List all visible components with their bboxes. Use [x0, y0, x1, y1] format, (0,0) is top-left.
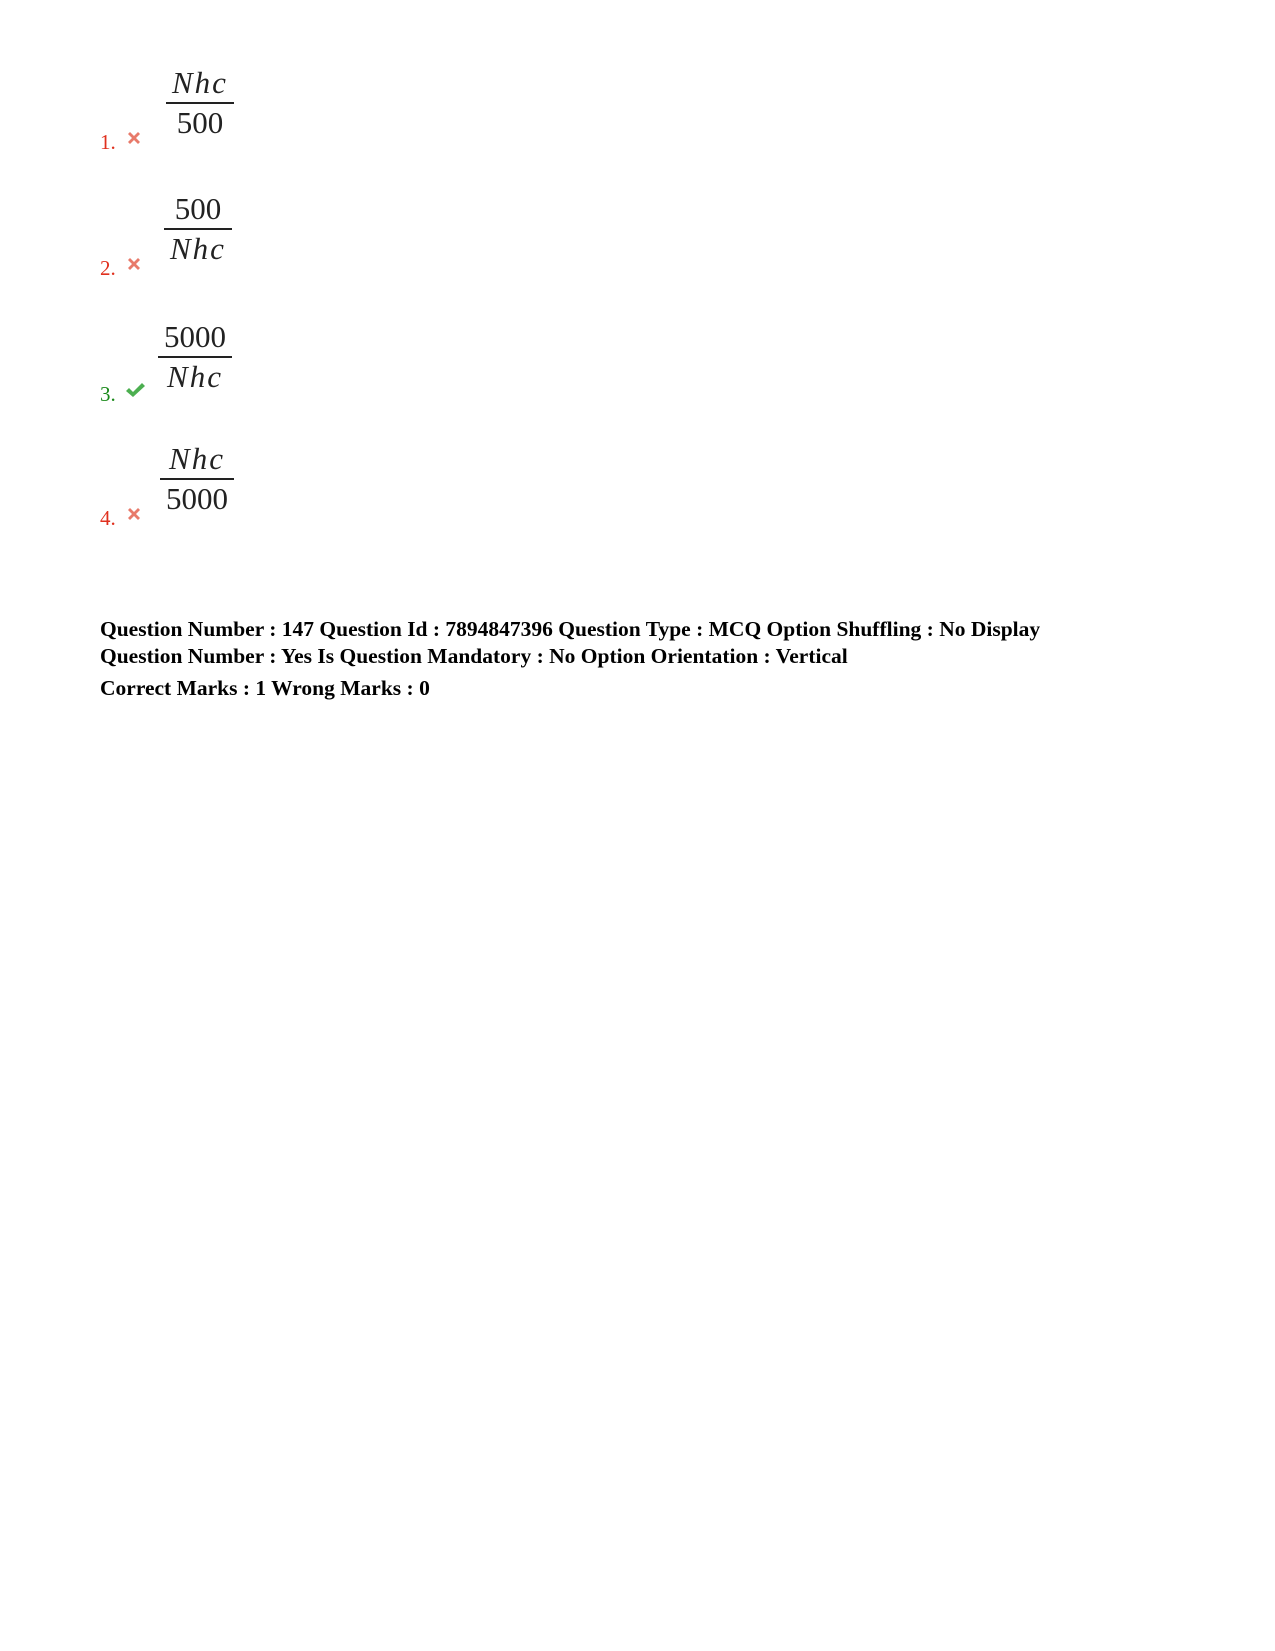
metadata-line-2: Question Number : Yes Is Question Mandatory : No Option Orientation : Vertical [100, 644, 848, 668]
metadata-line-1: Question Number : 147 Question Id : 7894847396 Question Type : MCQ Option Shuffling : No Display [100, 617, 1041, 641]
option-2 [100, 190, 400, 290]
fraction-denominator: 500 [176, 105, 224, 140]
option-4 [100, 440, 400, 540]
fraction-numerator: 5000 [164, 319, 226, 354]
cross-icon [124, 254, 144, 274]
fraction-numerator: Nhc [169, 441, 225, 476]
option-fraction [160, 440, 234, 518]
option-3 [100, 318, 400, 418]
option-1 [100, 62, 400, 162]
checkmark-icon [124, 380, 146, 400]
fraction-numerator: Nhc [172, 65, 228, 100]
option-fraction [158, 318, 232, 396]
option-fraction [164, 190, 232, 268]
option-number: 1. [100, 130, 116, 154]
question-metadata [100, 616, 1180, 702]
fraction-numerator: 500 [174, 191, 222, 226]
option-number: 4. [100, 506, 116, 530]
fraction-denominator: Nhc [170, 231, 226, 266]
fraction-denominator: 5000 [166, 481, 228, 516]
cross-icon [124, 128, 144, 148]
option-number: 3. [100, 382, 116, 406]
option-fraction [166, 64, 234, 142]
fraction-denominator: Nhc [167, 359, 223, 394]
option-number: 2. [100, 256, 116, 280]
marks-line: Correct Marks : 1 Wrong Marks : 0 [100, 676, 430, 700]
cross-icon [124, 504, 144, 524]
